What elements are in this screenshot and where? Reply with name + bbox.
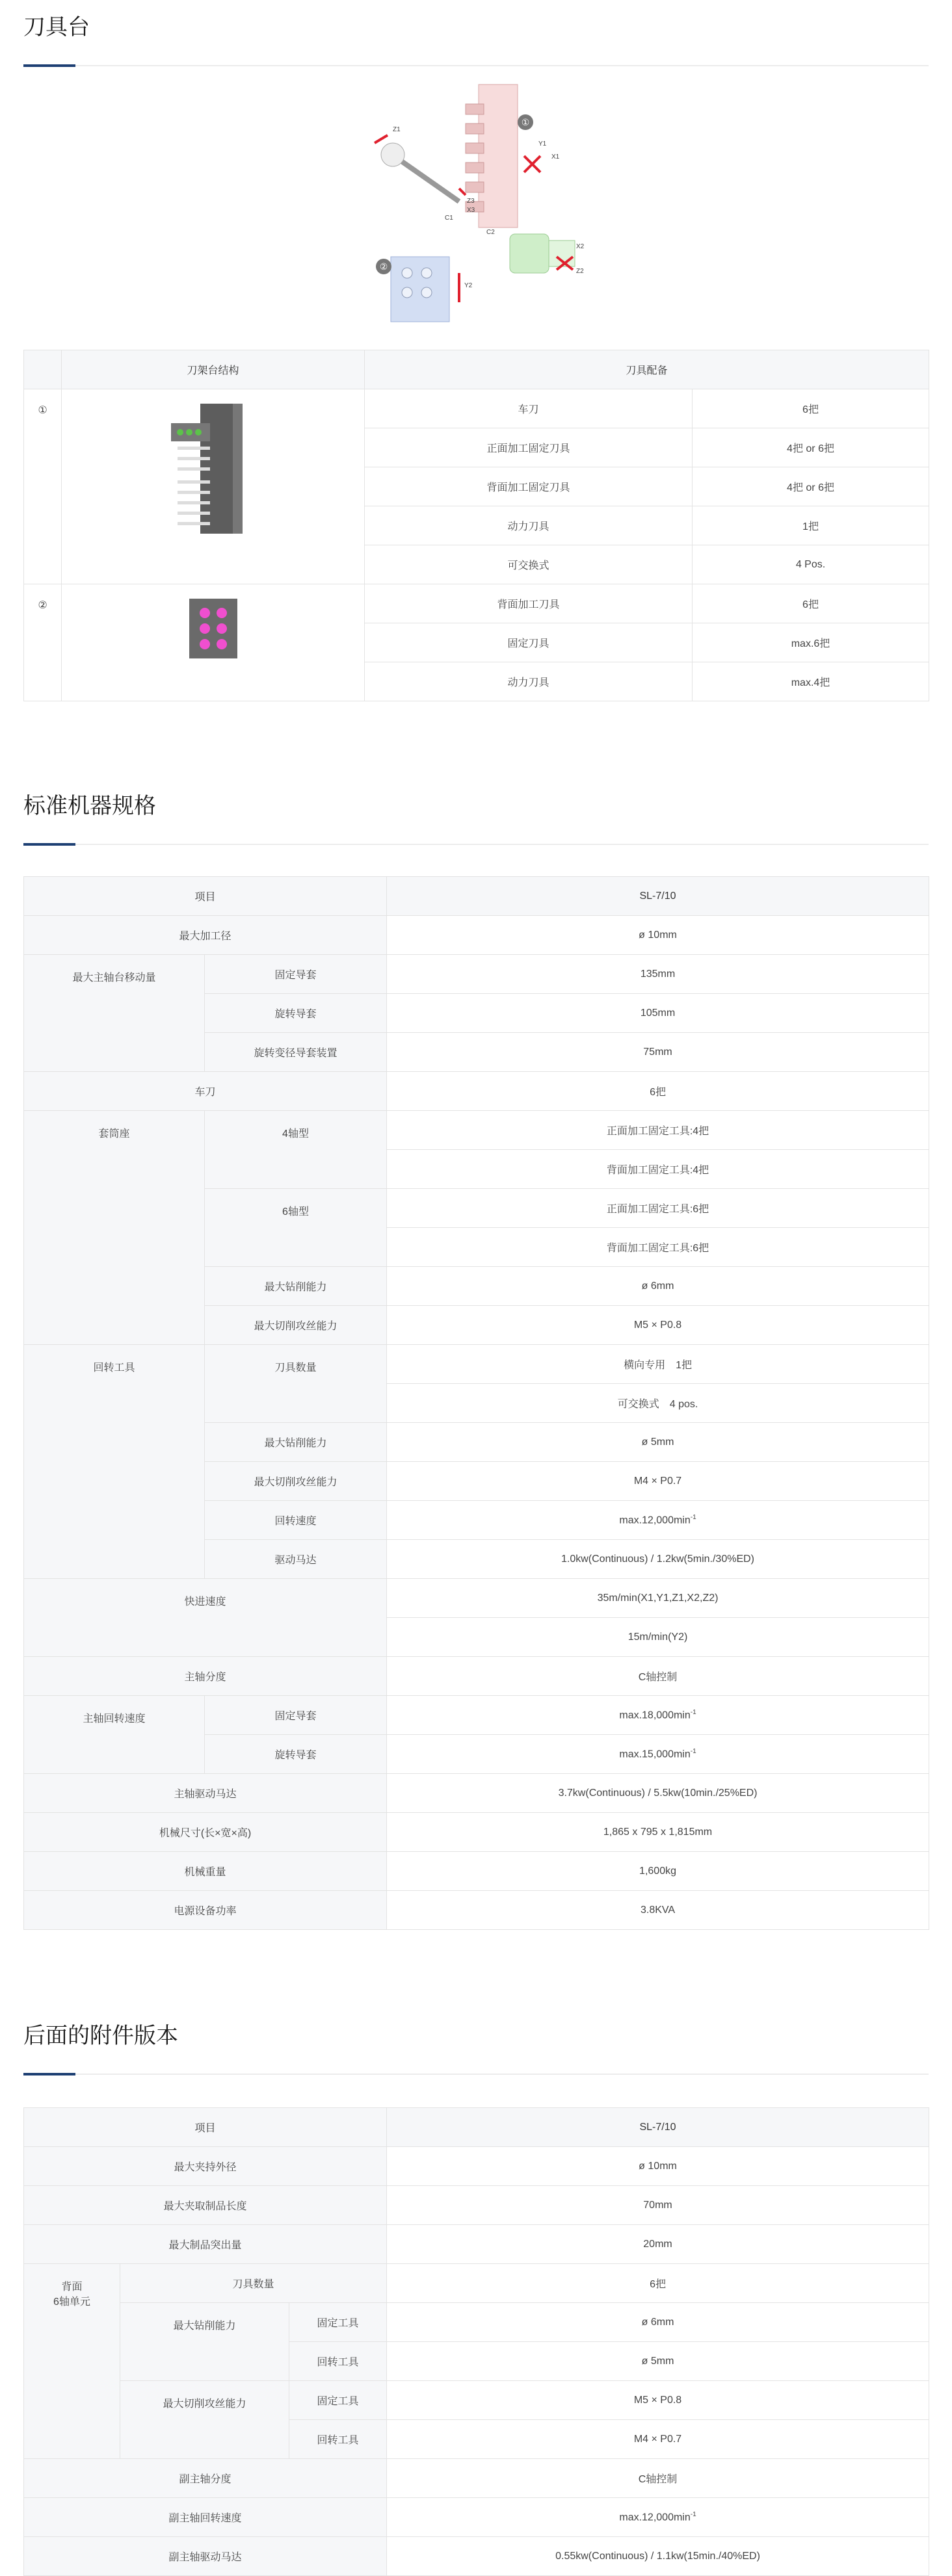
spec-value: M5 × P0.8	[387, 1306, 929, 1345]
spec-value: 75mm	[387, 1033, 929, 1072]
back-spec-table	[23, 2107, 929, 2576]
axis-label-z3: Z3	[467, 198, 475, 205]
spec-sublabel: 固定导套	[205, 955, 387, 994]
table-row	[24, 1345, 929, 1384]
spec-sublabel: 4轴型	[205, 1111, 387, 1189]
standard-spec-table	[23, 876, 929, 1930]
spec-sublabel: 旋转变径导套装置	[205, 1033, 387, 1072]
machine-illustration	[362, 78, 609, 338]
group-mark: ①	[24, 389, 62, 584]
tool-type: 背面加工刀具	[365, 584, 693, 623]
table-row	[24, 955, 929, 994]
spec-sublabel: 刀具数量	[120, 2264, 387, 2303]
spec-value: 0.55kw(Continuous) / 1.1kw(15min./40%ED)	[387, 2537, 929, 2576]
tool-count: 4把 or 6把	[693, 428, 929, 467]
spec-value: ø 5mm	[387, 2342, 929, 2381]
spec-value: M4 × P0.7	[387, 2420, 929, 2459]
spec-value: ø 10mm	[387, 916, 929, 955]
table-row	[24, 2537, 929, 2576]
back-title: 后面的附件版本	[23, 2023, 178, 2048]
tool-count: 1把	[693, 506, 929, 545]
tool-type: 车刀	[365, 389, 693, 428]
group-mark: ②	[24, 584, 62, 701]
table-row	[24, 2459, 929, 2498]
spec-value: 1,865 x 795 x 1,815mm	[387, 1813, 929, 1852]
spec-sublabel: 最大钻削能力	[205, 1267, 387, 1306]
tool-type: 动力刀具	[365, 506, 693, 545]
col-header-model: SL-7/10	[387, 877, 929, 916]
axis-label-x2: X2	[576, 243, 585, 250]
spec-value: 可交换式 4 pos.	[387, 1384, 929, 1423]
table-row	[24, 2147, 929, 2186]
spec-sublabel: 最大钻削能力	[205, 1423, 387, 1462]
table-row	[24, 1891, 929, 1930]
spec-value: 35m/min(X1,Y1,Z1,X2,Z2)	[387, 1579, 929, 1618]
spec-label: 最大夹持外径	[24, 2147, 387, 2186]
superscript: -1	[690, 1708, 696, 1716]
superscript: -1	[690, 1747, 696, 1755]
table-row	[24, 2303, 929, 2342]
spec-value: 6把	[387, 1072, 929, 1111]
spec-label	[24, 2264, 120, 2459]
tool-type: 正面加工固定刀具	[365, 428, 693, 467]
table-row	[24, 584, 929, 623]
spec-label: 机械尺寸(长×宽×高)	[24, 1813, 387, 1852]
tool-count: 4 Pos.	[693, 545, 929, 584]
spec-sublabel: 固定工具	[289, 2303, 387, 2342]
spec-value: 背面加工固定工具:4把	[387, 1150, 929, 1189]
table-row	[24, 2225, 929, 2264]
structure-image-1	[62, 389, 365, 584]
spec-sublabel: 最大钻削能力	[120, 2303, 289, 2381]
spec-label: 副主轴驱动马达	[24, 2537, 387, 2576]
spec-value: 20mm	[387, 2225, 929, 2264]
spec-value: ø 6mm	[387, 1267, 929, 1306]
spindle-shaft	[394, 156, 459, 202]
back-section	[23, 2018, 929, 2075]
spec-sublabel: 回转工具	[289, 2342, 387, 2381]
spec-label: 车刀	[24, 1072, 387, 1111]
standard-table-wrap	[23, 876, 929, 1930]
spec-sublabel: 回转工具	[289, 2420, 387, 2459]
spec-sublabel: 旋转导套	[205, 1735, 387, 1774]
standard-section	[23, 788, 929, 845]
unit-label-line1: 背面	[61, 2282, 83, 2293]
rotary-speed-value: max.12,000min	[619, 1515, 691, 1526]
axis-label-y1: Y1	[538, 140, 547, 148]
spec-label: 最大加工径	[24, 916, 387, 955]
table-row	[24, 1579, 929, 1618]
spec-label: 回转工具	[24, 1345, 205, 1579]
standard-title: 标准机器规格	[23, 794, 156, 818]
sub-spindle	[510, 234, 549, 273]
spec-value: 3.8KVA	[387, 1891, 929, 1930]
spec-label: 副主轴分度	[24, 2459, 387, 2498]
tool-count: 4把 or 6把	[693, 467, 929, 506]
table-row	[24, 2264, 929, 2303]
spec-value: M5 × P0.8	[387, 2381, 929, 2420]
section-divider	[23, 2074, 929, 2075]
col-header-structure: 刀架台结构	[62, 350, 365, 389]
spec-value: 135mm	[387, 955, 929, 994]
spec-value: ø 10mm	[387, 2147, 929, 2186]
back-table-wrap	[23, 2107, 929, 2576]
spec-label: 主轴驱动马达	[24, 1774, 387, 1813]
spec-label: 套筒座	[24, 1111, 205, 1345]
table-row	[24, 2381, 929, 2420]
spec-label: 最大夹取制品长度	[24, 2186, 387, 2225]
table-row	[24, 2186, 929, 2225]
back-tool-unit-icon	[189, 599, 237, 658]
spec-sublabel: 旋转导套	[205, 994, 387, 1033]
table-row	[24, 1072, 929, 1111]
axis-label-x3: X3	[467, 207, 475, 214]
col-header-item: 项目	[24, 2108, 387, 2147]
spec-label: 电源设备功率	[24, 1891, 387, 1930]
spec-value: 横向专用 1把	[387, 1345, 929, 1384]
axis-label-z1: Z1	[393, 126, 401, 133]
table-row	[24, 1852, 929, 1891]
table-row	[24, 1657, 929, 1696]
spec-value: ø 6mm	[387, 2303, 929, 2342]
spec-value: 105mm	[387, 994, 929, 1033]
col-header-tools: 刀具配备	[365, 350, 929, 389]
table-row	[24, 1813, 929, 1852]
table-row	[24, 916, 929, 955]
spec-value: M4 × P0.7	[387, 1462, 929, 1501]
spec-sublabel: 固定工具	[289, 2381, 387, 2420]
spindle-speed-fixed: max.18,000min	[619, 1710, 691, 1721]
gang-tool-block	[466, 85, 518, 228]
table-row	[24, 389, 929, 428]
spec-label: 主轴回转速度	[24, 1696, 205, 1774]
spec-value	[387, 1501, 929, 1540]
spec-value: C轴控制	[387, 1657, 929, 1696]
col-header-model: SL-7/10	[387, 2108, 929, 2147]
superscript: -1	[690, 1513, 696, 1521]
sub-spindle-speed: max.12,000min	[619, 2512, 691, 2523]
spec-label: 机械重量	[24, 1852, 387, 1891]
gang-tool-post-icon	[171, 404, 256, 534]
tool-count: 6把	[693, 389, 929, 428]
spec-sublabel: 6轴型	[205, 1189, 387, 1267]
tool-type: 动力刀具	[365, 662, 693, 701]
marker-1: ①	[521, 117, 530, 127]
spec-label: 最大制品突出量	[24, 2225, 387, 2264]
main-spindle	[381, 143, 404, 166]
spec-value: 3.7kw(Continuous) / 5.5kw(10min./25%ED)	[387, 1774, 929, 1813]
spindle-speed-rotary: max.15,000min	[619, 1749, 691, 1760]
spec-label: 最大主轴台移动量	[24, 955, 205, 1072]
spec-sublabel: 刀具数量	[205, 1345, 387, 1423]
toolpost-title: 刀具台	[23, 15, 90, 40]
spec-value: 背面加工固定工具:6把	[387, 1228, 929, 1267]
spec-value: 1,600kg	[387, 1852, 929, 1891]
spec-value: ø 5mm	[387, 1423, 929, 1462]
spec-label: 快进速度	[24, 1579, 387, 1657]
unit-label-line2: 6轴单元	[53, 2296, 90, 2308]
toolpost-table	[23, 350, 929, 701]
structure-image-2	[62, 584, 365, 701]
spec-sublabel: 固定导套	[205, 1696, 387, 1735]
spec-sublabel: 回转速度	[205, 1501, 387, 1540]
table-row	[24, 1111, 929, 1150]
toolpost-diagram	[23, 78, 929, 338]
axis-label-c2: C2	[486, 229, 495, 236]
spec-value	[387, 1696, 929, 1735]
spec-value: 70mm	[387, 2186, 929, 2225]
axis-label-z2: Z2	[576, 268, 584, 275]
tool-count: max.4把	[693, 662, 929, 701]
axis-label-c1: C1	[445, 215, 453, 222]
spec-value	[387, 1735, 929, 1774]
spec-sublabel: 最大切削攻丝能力	[120, 2381, 289, 2459]
spec-sublabel: 驱动马达	[205, 1540, 387, 1579]
tool-type: 可交换式	[365, 545, 693, 584]
superscript: -1	[690, 2510, 696, 2518]
axis-label-y2: Y2	[464, 282, 473, 289]
spec-label: 主轴分度	[24, 1657, 387, 1696]
marker-2: ②	[379, 261, 388, 272]
spec-value: C轴控制	[387, 2459, 929, 2498]
spec-value: 正面加工固定工具:6把	[387, 1189, 929, 1228]
back-tool-unit	[391, 257, 449, 322]
spec-value	[387, 2498, 929, 2537]
section-divider	[23, 65, 929, 66]
spec-value: 6把	[387, 2264, 929, 2303]
toolpost-section	[23, 9, 929, 66]
tool-count: 6把	[693, 584, 929, 623]
table-row	[24, 1696, 929, 1735]
axis-label-x1: X1	[551, 153, 560, 161]
tool-count: max.6把	[693, 623, 929, 662]
spec-label: 副主轴回转速度	[24, 2498, 387, 2537]
toolpost-table-wrap	[23, 350, 929, 701]
table-row	[24, 1774, 929, 1813]
tool-type: 固定刀具	[365, 623, 693, 662]
tool-type: 背面加工固定刀具	[365, 467, 693, 506]
spec-value: 正面加工固定工具:4把	[387, 1111, 929, 1150]
spec-sublabel: 最大切削攻丝能力	[205, 1306, 387, 1345]
spec-value: 15m/min(Y2)	[387, 1618, 929, 1657]
spec-sublabel: 最大切削攻丝能力	[205, 1462, 387, 1501]
col-header-item: 项目	[24, 877, 387, 916]
spec-value: 1.0kw(Continuous) / 1.2kw(5min./30%ED)	[387, 1540, 929, 1579]
section-divider	[23, 844, 929, 845]
table-row	[24, 2498, 929, 2537]
